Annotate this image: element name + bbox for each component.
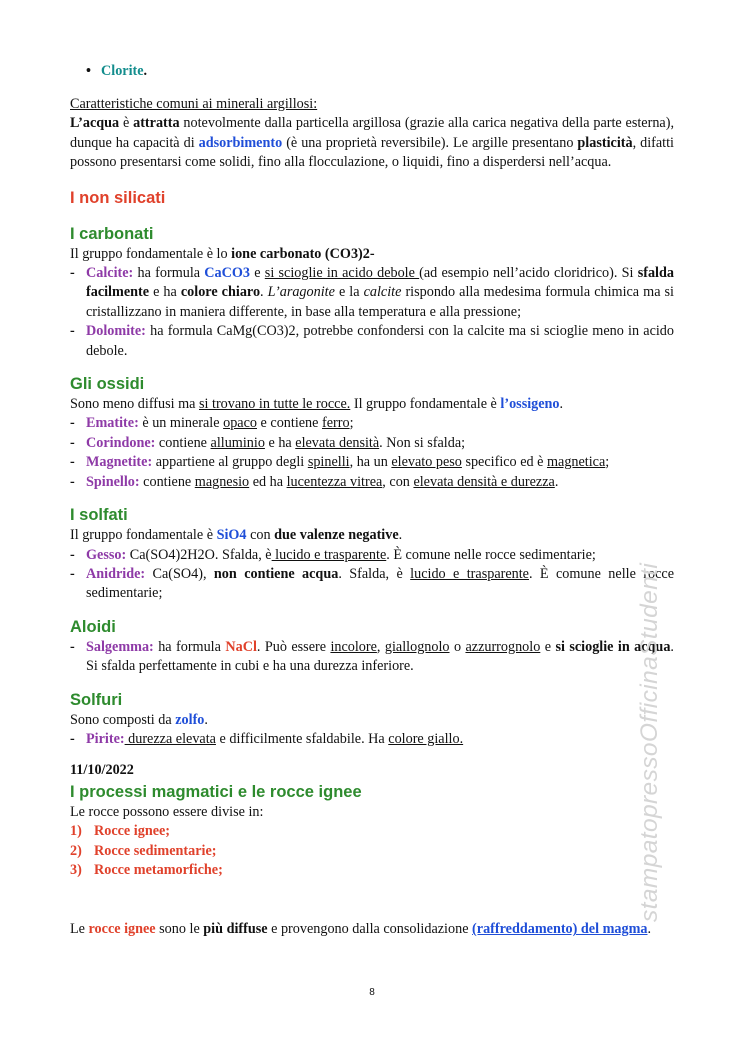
text: Il gruppo fondamentale è — [70, 527, 217, 544]
formula: SiO4 — [216, 527, 247, 544]
text: . — [559, 396, 564, 413]
text: ; — [349, 415, 354, 432]
text: ed ha — [249, 473, 287, 490]
text: notevolmente dalla particella argillosa (grazie alla carica negativa della parte esterna), dunque ha capacità di — [70, 115, 674, 151]
list-number: 1) — [70, 823, 82, 840]
text: Il gruppo fondamentale è — [350, 396, 501, 413]
text: rispondo alla medesima formula chimica ma si cristallizzano in maniera differente, in base alla temperatura e alla pressione; — [86, 284, 674, 320]
text: . È comune nelle rocce sedimentarie; — [86, 565, 674, 602]
mineral-name: Salgemma: — [86, 638, 154, 655]
underlined: incolore — [330, 638, 377, 655]
text: e difficilmente sfaldabile. Ha — [215, 730, 389, 747]
heading-carbonati: I carbonati — [70, 224, 154, 243]
text: e provengono dalla consolidazione — [267, 921, 473, 938]
mineral-name: Ematite: — [86, 415, 139, 432]
clorite-period: . — [143, 63, 148, 79]
term-attratta: attratta — [133, 115, 180, 132]
text: e ha — [264, 434, 296, 451]
italic: L’aragonite — [267, 284, 335, 301]
text: e la — [334, 284, 364, 301]
underlined: elevato peso — [391, 454, 462, 471]
underlined: colore giallo. — [388, 730, 464, 747]
underlined: giallognolo — [384, 638, 450, 655]
item-pirite — [70, 730, 674, 749]
mineral-name: Pirite: — [86, 730, 125, 747]
term-ossigeno: l’ossigeno — [500, 396, 560, 413]
underlined: si trovano in tutte le rocce. — [199, 396, 351, 413]
item-anidride — [70, 565, 674, 604]
text: , con — [382, 473, 414, 490]
text: contiene — [155, 434, 211, 451]
underlined: elevata densità e durezza — [413, 473, 555, 490]
heading-solfati: I solfati — [70, 506, 128, 525]
document-page — [70, 62, 674, 940]
underlined: azzurrognolo — [465, 638, 541, 655]
underlined: lucido e trasparente — [271, 546, 387, 563]
carbonati-intro — [70, 245, 674, 264]
bold: si scioglie in acqua — [555, 638, 671, 655]
clay-paragraph — [70, 114, 674, 172]
item-magnetite — [70, 453, 674, 472]
bold: più diffuse — [203, 921, 268, 938]
bold: sfalda facilmente — [86, 265, 674, 301]
heading-aloidi: Aloidi — [70, 617, 116, 636]
text: e — [540, 638, 556, 655]
underlined: elevata densità — [295, 434, 380, 451]
list-label: Rocce ignee; — [94, 823, 171, 840]
text: o — [449, 638, 466, 655]
heading-solfuri: Solfuri — [70, 690, 123, 709]
text: Il gruppo fondamentale è lo — [70, 245, 232, 262]
term-rocce-ignee: rocce ignee — [88, 921, 156, 938]
term-plasticita: plasticità — [577, 134, 633, 151]
text: . Non si sfalda; — [379, 434, 466, 451]
text: è — [119, 115, 134, 132]
list-number: 3) — [70, 861, 82, 878]
list-label: Rocce metamorfiche; — [94, 861, 223, 878]
text: Ca(SO4)2H2O. Sfalda, è — [126, 546, 272, 563]
text: . — [204, 711, 208, 728]
bullet-dot: • — [86, 63, 91, 79]
term-zolfo: zolfo — [175, 711, 205, 728]
list-item — [70, 842, 674, 861]
page-number: 8 — [369, 987, 375, 998]
bold: due valenze negative — [274, 527, 399, 544]
text: . Si sfalda perfettamente in cubi e ha una durezza inferiore. — [86, 638, 674, 675]
underlined: magnetica — [546, 454, 606, 471]
text: Sono composti da — [70, 711, 176, 728]
item-salgemma — [70, 638, 674, 677]
mineral-name: Spinello: — [86, 473, 140, 490]
item-calcite — [70, 264, 674, 322]
text: . — [398, 527, 403, 544]
underlined: magnesio — [194, 473, 250, 490]
solfati-intro — [70, 526, 674, 545]
item-corindone — [70, 434, 674, 453]
ossidi-intro — [70, 395, 674, 414]
mineral-name: Calcite: — [86, 265, 134, 282]
text: , difatti possono presentarsi come solidi, fino alla flocculazione, o liquidi, fino a disperdersi nell’acqua. — [70, 134, 675, 171]
formula: NaCl — [225, 638, 257, 655]
rocce-ignee-paragraph — [70, 920, 674, 939]
mineral-name: Dolomite: — [86, 323, 146, 340]
text: sono le — [155, 921, 204, 938]
mineral-name: Corindone: — [86, 434, 156, 451]
text: . Sfalda, è — [338, 565, 411, 582]
italic: calcite — [363, 284, 402, 301]
mineral-name: Magnetite: — [86, 454, 153, 471]
text: specifico ed è — [461, 454, 547, 471]
text: è un minerale — [138, 415, 224, 432]
text: (ad esempio nell’acido cloridrico). Si — [419, 265, 638, 282]
text: . — [554, 473, 559, 490]
item-dolomite — [70, 322, 674, 361]
item-ematite — [70, 414, 674, 433]
text: (è una proprietà reversibile). Le argille presentano — [282, 134, 578, 151]
clorite-term: Clorite — [101, 63, 144, 79]
formula: CaCO3 — [204, 265, 251, 282]
text: ha formula — [153, 638, 226, 655]
text: ha formula CaMg(CO3)2, potrebbe confondersi con la calcite ma si scioglie meno in acido debole. — [86, 323, 674, 359]
underlined: si scioglie in acido debole — [264, 265, 420, 282]
bullet-clorite — [70, 62, 674, 81]
text: , ha un — [349, 454, 392, 471]
text: contiene — [139, 473, 195, 490]
underlined: alluminio — [210, 434, 265, 451]
underlined: lucido e trasparente — [410, 565, 529, 582]
text: con — [246, 527, 275, 544]
solfuri-intro — [70, 711, 674, 730]
list-number: 2) — [70, 842, 82, 859]
heading-non-silicati: I non silicati — [70, 188, 166, 207]
heading-ossidi: Gli ossidi — [70, 375, 145, 394]
text: , — [376, 638, 385, 655]
mineral-name: Gesso: — [86, 546, 127, 563]
text: ha formula — [133, 265, 205, 282]
list-label: Rocce sedimentarie; — [94, 842, 217, 859]
text: Sono meno diffusi ma — [70, 396, 199, 413]
underlined: ferro — [322, 415, 350, 432]
text: . È comune nelle rocce sedimentarie; — [386, 546, 596, 563]
underlined: spinelli — [307, 454, 350, 471]
underlined: opaco — [223, 415, 257, 432]
underlined: lucentezza vitrea — [286, 473, 383, 490]
bold: non contiene acqua — [213, 565, 339, 582]
text: Ca(SO4), — [145, 565, 214, 582]
watermark-text: stampatopressoOfficinaStudenti — [636, 562, 663, 922]
list-item — [70, 861, 674, 880]
date-label: 11/10/2022 — [70, 762, 134, 779]
text: appartiene al gruppo degli — [152, 454, 308, 471]
term-acqua: L’acqua — [70, 115, 120, 132]
list-item — [70, 822, 674, 841]
text: ; — [605, 454, 610, 471]
term-adsorbimento: adsorbimento — [198, 134, 283, 151]
heading-processi-magmatici: I processi magmatici e le rocce ignee — [70, 782, 362, 801]
clay-heading: Caratteristiche comuni ai minerali argillosi: — [70, 96, 318, 112]
text: e contiene — [257, 415, 322, 432]
text: . — [647, 921, 652, 938]
item-spinello — [70, 473, 674, 492]
term-ione-carbonato: ione carbonato (CO3)2- — [231, 245, 375, 262]
item-gesso — [70, 546, 674, 565]
mineral-name: Anidride: — [86, 565, 146, 582]
text: Le — [70, 921, 89, 938]
text: e ha — [149, 284, 181, 301]
underlined: durezza elevata — [124, 730, 216, 747]
bold: colore chiaro — [180, 284, 261, 301]
text: e — [250, 265, 265, 282]
magmatici-intro: Le rocce possono essere divise in: — [70, 803, 264, 820]
raffreddamento-magma-link[interactable]: (raffreddamento) del magma — [472, 921, 648, 938]
text: . Può essere — [256, 638, 331, 655]
text: . — [260, 284, 268, 301]
